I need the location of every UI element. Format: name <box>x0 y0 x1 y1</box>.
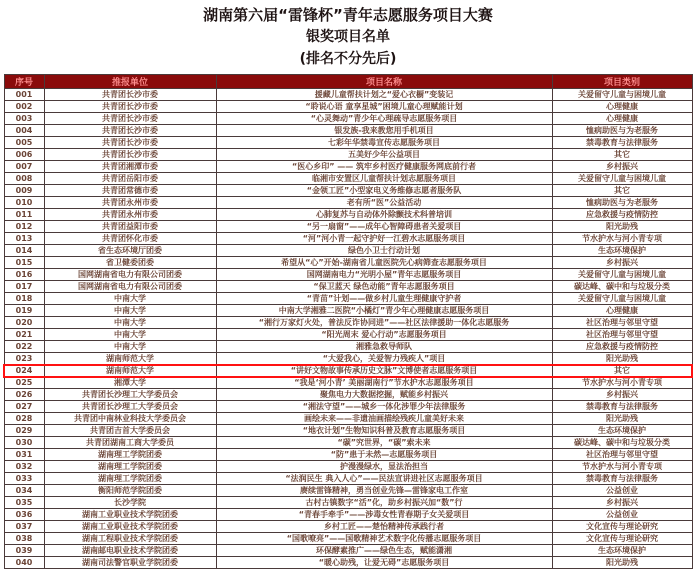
unit-cell: 共青团岳阳市委 <box>44 173 216 185</box>
serial-cell: 027 <box>4 401 44 413</box>
unit-cell: 共青团长沙市委 <box>44 125 216 137</box>
unit-cell: 国网湖南省电力有限公司团委 <box>44 269 216 281</box>
serial-cell: 021 <box>4 329 44 341</box>
project-cell: “保卫蓝天 绿色动能”青年志愿服务项目 <box>216 281 552 293</box>
category-cell: 文化宣传与理论研究 <box>552 533 692 545</box>
category-cell: 其它 <box>552 185 692 197</box>
category-cell: 其它 <box>552 365 692 377</box>
table-row <box>4 545 692 557</box>
unit-cell: 国网湖南省电力有限公司团委 <box>44 281 216 293</box>
serial-cell: 040 <box>4 557 44 569</box>
category-cell: 乡村振兴 <box>552 497 692 509</box>
serial-cell: 020 <box>4 317 44 329</box>
table-row <box>4 329 692 341</box>
category-cell: 公益创业 <box>552 485 692 497</box>
table-row <box>4 305 692 317</box>
table-row <box>4 389 692 401</box>
table-row <box>4 185 692 197</box>
serial-cell: 031 <box>4 449 44 461</box>
unit-cell: 共青团永州市委 <box>44 197 216 209</box>
category-cell: 社区治理与邻里守望 <box>552 449 692 461</box>
category-cell: 禁毒教育与法律服务 <box>552 137 692 149</box>
table-row <box>4 293 692 305</box>
category-cell: 文化宣传与理论研究 <box>552 521 692 533</box>
document-note: (排名不分先后) <box>299 51 397 67</box>
unit-cell: 共青团吉首大学委员会 <box>44 425 216 437</box>
table-row <box>4 161 692 173</box>
unit-cell: 共青团常德市委 <box>44 185 216 197</box>
serial-cell: 002 <box>4 101 44 113</box>
unit-cell: 共青团长沙市委 <box>44 137 216 149</box>
project-cell: 乡村工匠——楚怡精神传承践行者 <box>216 521 552 533</box>
table-row <box>4 149 692 161</box>
project-cell: “暖心助残，让爱无碍”志愿服务项目 <box>216 557 552 569</box>
category-cell: 生态环境保护 <box>552 245 692 257</box>
serial-cell: 034 <box>4 485 44 497</box>
category-cell: 阳光助残 <box>552 413 692 425</box>
table-row <box>4 89 692 101</box>
project-cell: 绿色小卫士行动计划 <box>216 245 552 257</box>
unit-cell: 共青团湖南工商大学委员 <box>44 437 216 449</box>
table-row <box>4 353 692 365</box>
table-row <box>4 509 692 521</box>
category-cell: 心理健康 <box>552 113 692 125</box>
table-row <box>4 533 692 545</box>
category-cell: 应急救援与疫情防控 <box>552 209 692 221</box>
table-row <box>4 521 692 533</box>
table-row <box>4 233 692 245</box>
table-body <box>4 89 692 569</box>
project-cell: “河”河小青一起守护好一江碧水志愿服务项目 <box>216 233 552 245</box>
project-cell: “青春手牵手”——涉毒女性青春期子女关爱项目 <box>216 509 552 521</box>
project-cell: “讲好文物故事传承历史文脉”文博使者志愿服务项目 <box>216 365 552 377</box>
serial-cell: 001 <box>4 89 44 101</box>
serial-cell: 003 <box>4 113 44 125</box>
unit-cell: 共青团长沙市委 <box>44 89 216 101</box>
project-cell: “金领工匠”小型家电义务维修志愿者服务队 <box>216 185 552 197</box>
unit-cell: 湘潭大学 <box>44 377 216 389</box>
serial-cell: 028 <box>4 413 44 425</box>
unit-cell: 湖南工业职业技术学院团委 <box>44 521 216 533</box>
unit-cell: 省生态环境厅团委 <box>44 245 216 257</box>
document-subtitle: 银奖项目名单 <box>306 29 390 45</box>
serial-cell: 015 <box>4 257 44 269</box>
category-cell: 关爱留守儿童与困境儿童 <box>552 89 692 101</box>
table-row <box>4 269 692 281</box>
project-cell: 赓续雷锋精神，勇当创业先锋—雷锋家电工作室 <box>216 485 552 497</box>
table-row <box>4 245 692 257</box>
table-row <box>4 461 692 473</box>
document-title: 湖南第六届“雷锋杯”青年志愿服务项目大赛 <box>203 6 493 24</box>
unit-cell: 长沙学院 <box>44 497 216 509</box>
table-row <box>4 413 692 425</box>
project-cell: “碳”究世界，“碳”索未来 <box>216 437 552 449</box>
project-cell: “聆说心语 童享星城”困境儿童心理赋能计划 <box>216 101 552 113</box>
serial-cell: 038 <box>4 533 44 545</box>
project-cell: 希望从“心”开始-湖南省儿童医院先心病筛查志愿服务项目 <box>216 257 552 269</box>
unit-cell: 省卫健委团委 <box>44 257 216 269</box>
unit-cell: 共青团长沙市委 <box>44 101 216 113</box>
award-table <box>4 74 693 569</box>
serial-cell: 025 <box>4 377 44 389</box>
table-row <box>4 257 692 269</box>
table-row <box>4 209 692 221</box>
project-cell: “阳光周末 爱心行动”志愿服务项目 <box>216 329 552 341</box>
unit-cell: 湖南理工学院团委 <box>44 473 216 485</box>
serial-cell: 036 <box>4 509 44 521</box>
project-cell: “地衣计划”生物知识科普及教育志愿服务项目 <box>216 425 552 437</box>
category-cell: 禁毒教育与法律服务 <box>552 401 692 413</box>
serial-cell: 005 <box>4 137 44 149</box>
category-cell: 乡村振兴 <box>552 257 692 269</box>
category-cell: 公益创业 <box>552 509 692 521</box>
serial-cell: 026 <box>4 389 44 401</box>
project-cell: “医心乡印” —— 筑牢乡村医疗健康服务网底前行者 <box>216 161 552 173</box>
table-row <box>4 449 692 461</box>
project-cell: 画绘未来——非遗油画描绘残疾儿童美好未来 <box>216 413 552 425</box>
table-row <box>4 101 692 113</box>
project-cell: “另一扇窗”——成年心智障碍患者关爱项目 <box>216 221 552 233</box>
project-cell: “国歌嘹亮”——国歌精神艺术数字化传播志愿服务项目 <box>216 533 552 545</box>
serial-cell: 013 <box>4 233 44 245</box>
serial-cell: 022 <box>4 341 44 353</box>
project-cell: 聚焦电力大数据挖掘，赋能乡村振兴 <box>216 389 552 401</box>
project-cell: 湘雅急救导师队 <box>216 341 552 353</box>
unit-cell: 共青团湘潭市委 <box>44 161 216 173</box>
table-header-row <box>4 75 692 89</box>
category-cell: 关爱留守儿童与困境儿童 <box>552 293 692 305</box>
unit-cell: 中南大学 <box>44 293 216 305</box>
table-row <box>4 437 692 449</box>
serial-cell: 017 <box>4 281 44 293</box>
table-row <box>4 497 692 509</box>
project-cell: 七彩年华禁毒宣传志愿服务项目 <box>216 137 552 149</box>
category-cell: 阳光助残 <box>552 353 692 365</box>
table-row <box>4 221 692 233</box>
category-cell: 碳达峰、碳中和与垃圾分类 <box>552 281 692 293</box>
category-cell: 心理健康 <box>552 101 692 113</box>
header-serial: 序号 <box>4 75 44 89</box>
unit-cell: 共青团长沙市委 <box>44 149 216 161</box>
serial-cell: 007 <box>4 161 44 173</box>
serial-cell: 012 <box>4 221 44 233</box>
unit-cell: 湖南理工学院团委 <box>44 449 216 461</box>
table-row <box>4 125 692 137</box>
unit-cell: 湖南司法警官职业学院团委 <box>44 557 216 569</box>
serial-cell: 009 <box>4 185 44 197</box>
project-cell: “湘行万家灯火处，普法反诈协同进”——社区法律援助一体化志愿服务 <box>216 317 552 329</box>
category-cell: 阳光助残 <box>552 221 692 233</box>
category-cell: 其它 <box>552 149 692 161</box>
category-cell: 恤病助医与为老服务 <box>552 197 692 209</box>
category-cell: 乡村振兴 <box>552 161 692 173</box>
project-cell: 五美好少年公益项目 <box>216 149 552 161</box>
header-unit: 推报单位 <box>44 75 216 89</box>
category-cell: 禁毒教育与法律服务 <box>552 473 692 485</box>
unit-cell: 湖南理工学院团委 <box>44 461 216 473</box>
unit-cell: 共青团永州市委 <box>44 209 216 221</box>
project-cell: “湘法守望”——城乡一体化涉罪少年法律服务 <box>216 401 552 413</box>
project-cell: 中南大学湘雅二医院“小橘灯”青少年心理健康志愿服务项目 <box>216 305 552 317</box>
table-row <box>4 281 692 293</box>
table-row <box>4 173 692 185</box>
category-cell: 恤病助医与为老服务 <box>552 125 692 137</box>
unit-cell: 共青团长沙市委 <box>44 113 216 125</box>
serial-cell: 010 <box>4 197 44 209</box>
unit-cell: 共青团益阳市委 <box>44 221 216 233</box>
serial-cell: 032 <box>4 461 44 473</box>
serial-cell: 019 <box>4 305 44 317</box>
project-cell: 环保酵素推广——绿色生态，赋能潇湘 <box>216 545 552 557</box>
unit-cell: 共青团中南林业科技大学委员会 <box>44 413 216 425</box>
project-cell: 银发族-我来教您用手机项目 <box>216 125 552 137</box>
category-cell: 生态环境保护 <box>552 545 692 557</box>
unit-cell: 共青团长沙理工大学委员会 <box>44 401 216 413</box>
serial-cell: 008 <box>4 173 44 185</box>
project-cell: 援藏儿童帮扶计划之“爱心衣橱”变装记 <box>216 89 552 101</box>
project-cell: 护漫漫绿水，显法治担当 <box>216 461 552 473</box>
serial-cell: 016 <box>4 269 44 281</box>
serial-cell: 011 <box>4 209 44 221</box>
table-row <box>4 113 692 125</box>
serial-cell: 004 <box>4 125 44 137</box>
category-cell: 社区治理与邻里守望 <box>552 329 692 341</box>
serial-cell: 029 <box>4 425 44 437</box>
category-cell: 关爱留守儿童与困境儿童 <box>552 269 692 281</box>
unit-cell: 湖南师范大学 <box>44 353 216 365</box>
header-category: 项目类别 <box>552 75 692 89</box>
project-cell: 古村古镇数字“活”化，助乡村振兴加“数”行 <box>216 497 552 509</box>
unit-cell: 湖南工业职业技术学院团委 <box>44 509 216 521</box>
category-cell: 乡村振兴 <box>552 389 692 401</box>
table-row <box>4 197 692 209</box>
table-row <box>4 485 692 497</box>
category-cell: 心理健康 <box>552 305 692 317</box>
unit-cell: 湖南师范大学 <box>44 365 216 377</box>
title-block <box>0 0 696 70</box>
serial-cell: 014 <box>4 245 44 257</box>
serial-cell: 006 <box>4 149 44 161</box>
header-project: 项目名称 <box>216 75 552 89</box>
table-row <box>4 557 692 569</box>
unit-cell: 湖南邮电职业技术学院团委 <box>44 545 216 557</box>
category-cell: 应急救援与疫情防控 <box>552 341 692 353</box>
serial-cell: 030 <box>4 437 44 449</box>
unit-cell: 衡阳师范学院团委 <box>44 485 216 497</box>
unit-cell: 共青团怀化市委 <box>44 233 216 245</box>
serial-cell: 035 <box>4 497 44 509</box>
serial-cell: 024 <box>4 365 44 377</box>
table-row <box>4 341 692 353</box>
category-cell: 碳达峰、碳中和与垃圾分类 <box>552 437 692 449</box>
table-row <box>4 317 692 329</box>
project-cell: “青苗”计划——做乡村儿童生理健康守护者 <box>216 293 552 305</box>
project-cell: 临湘市安置区儿童帮扶计划志愿服务项目 <box>216 173 552 185</box>
serial-cell: 033 <box>4 473 44 485</box>
project-cell: 国网湖南电力“光明小屋”青年志愿服务项目 <box>216 269 552 281</box>
unit-cell: 中南大学 <box>44 317 216 329</box>
project-cell: “防”患于未然—志愿服务项目 <box>216 449 552 461</box>
unit-cell: 湖南工程职业技术学院团委 <box>44 533 216 545</box>
serial-cell: 037 <box>4 521 44 533</box>
category-cell: 关爱留守儿童与困境儿童 <box>552 173 692 185</box>
table-row <box>4 473 692 485</box>
project-cell: “法润民生 典入人心”——民法宣讲进社区志愿服务项目 <box>216 473 552 485</box>
table-row <box>4 377 692 389</box>
serial-cell: 039 <box>4 545 44 557</box>
project-cell: 老有所“医”公益活动 <box>216 197 552 209</box>
project-cell: 心肺复苏与自动体外除颤技术科普培训 <box>216 209 552 221</box>
category-cell: 阳光助残 <box>552 557 692 569</box>
table-row <box>4 137 692 149</box>
project-cell: “大爱我心，关爱智力残疾人”项目 <box>216 353 552 365</box>
table-row-highlighted <box>4 365 692 377</box>
category-cell: 生态环境保护 <box>552 425 692 437</box>
project-cell: “心灵舞动”青少年心理疏导志愿服务项目 <box>216 113 552 125</box>
project-cell: “我是‘河小青’ 美丽湖南行”节水护水志愿服务项目 <box>216 377 552 389</box>
table-row <box>4 401 692 413</box>
unit-cell: 中南大学 <box>44 305 216 317</box>
category-cell: 节水护水与河小青专项 <box>552 377 692 389</box>
category-cell: 节水护水与河小青专项 <box>552 233 692 245</box>
category-cell: 节水护水与河小青专项 <box>552 461 692 473</box>
unit-cell: 中南大学 <box>44 329 216 341</box>
serial-cell: 023 <box>4 353 44 365</box>
table-row <box>4 425 692 437</box>
unit-cell: 中南大学 <box>44 341 216 353</box>
category-cell: 社区治理与邻里守望 <box>552 317 692 329</box>
serial-cell: 018 <box>4 293 44 305</box>
unit-cell: 共青团长沙理工大学委员会 <box>44 389 216 401</box>
